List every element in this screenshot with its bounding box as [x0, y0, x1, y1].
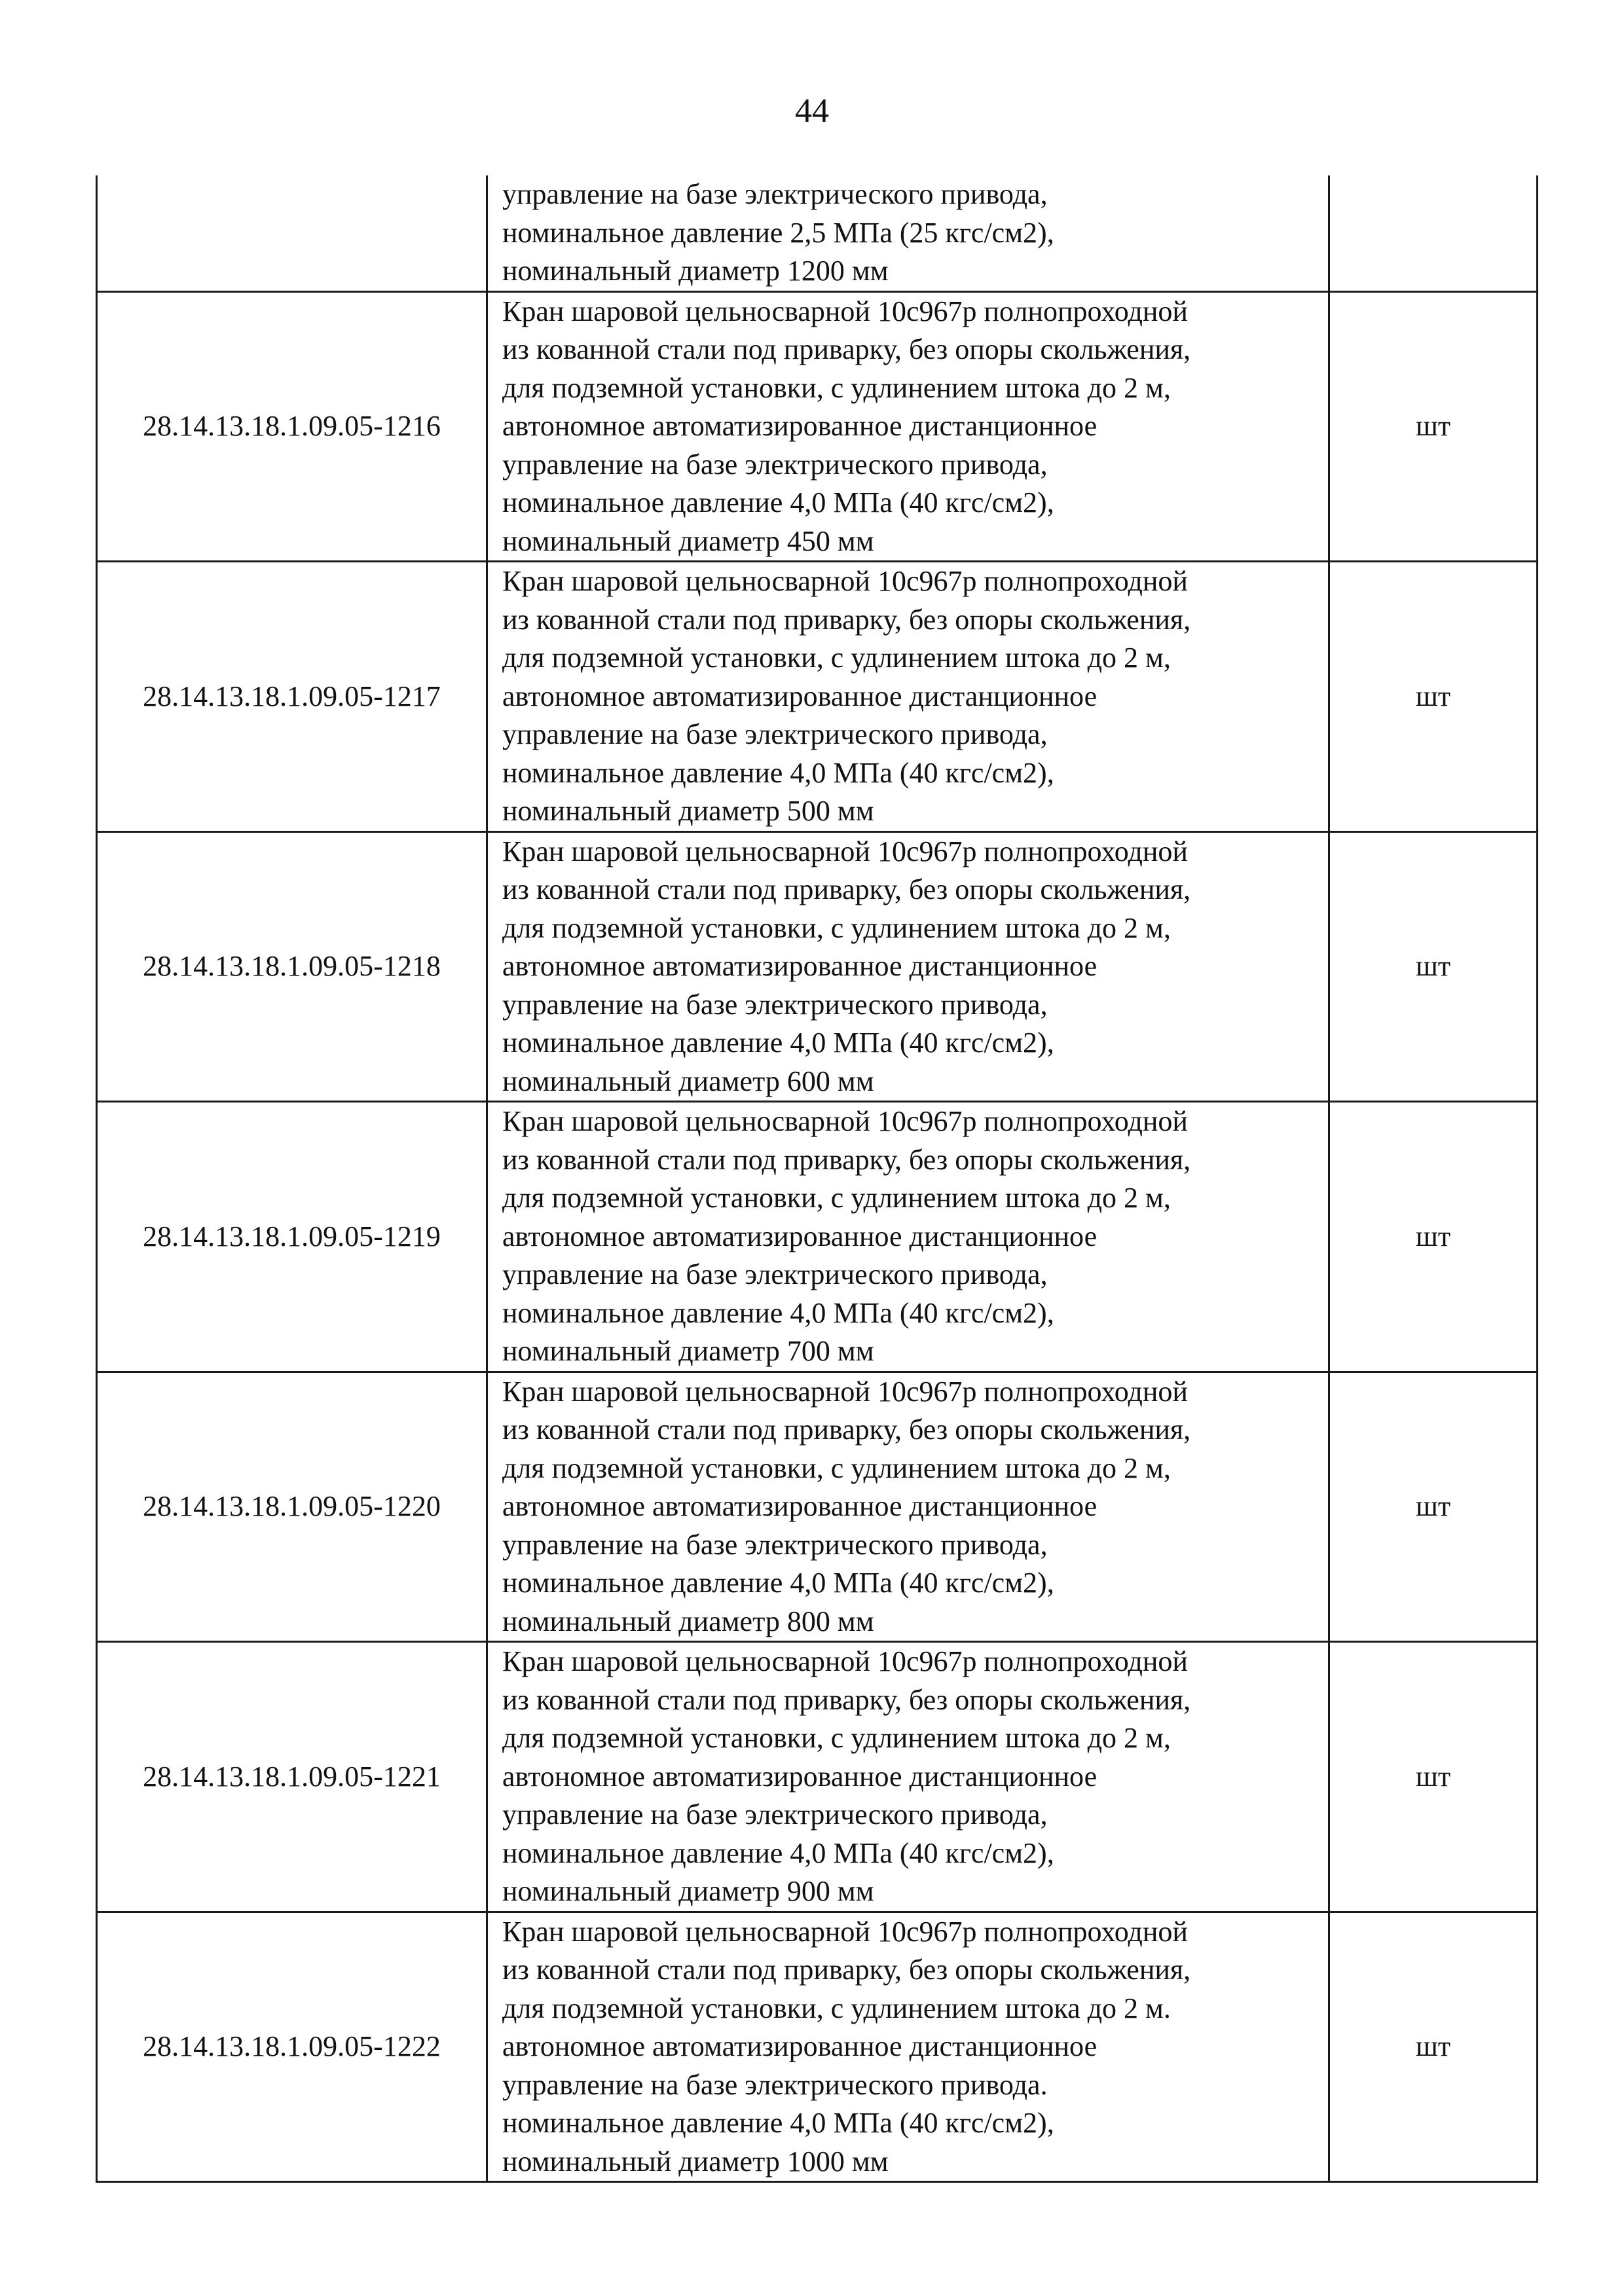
description-line: Кран шаровой цельносварной 10с967р полнопроходной: [502, 295, 1188, 327]
description-line: из кованной стали под приварку, без опоры скольжения,: [502, 333, 1191, 365]
description-line: номинальный диаметр 500 мм: [502, 795, 874, 827]
item-unit: шт: [1329, 562, 1538, 832]
description-line: автономное автоматизированное дистанционное: [502, 950, 1098, 982]
item-code: 28.14.13.18.1.09.05-1218: [97, 831, 487, 1102]
item-code: 28.14.13.18.1.09.05-1217: [97, 562, 487, 832]
table-row: [97, 831, 1538, 1102]
description-line: из кованной стали под приварку, без опоры скольжения,: [502, 603, 1191, 636]
description-line: номинальный диаметр 900 мм: [502, 1875, 874, 1907]
item-description: [487, 562, 1329, 832]
description-line: из кованной стали под приварку, без опоры скольжения,: [502, 1143, 1191, 1176]
description-line: автономное автоматизированное дистанционное: [502, 410, 1098, 442]
description-line: для подземной установки, с удлинением штока до 2 м,: [502, 642, 1171, 674]
description-line: номинальное давление 2,5 МПа (25 кгс/см2),: [502, 216, 1054, 249]
specification-table: [96, 175, 1538, 2183]
item-description: [487, 1912, 1329, 2182]
description-line: автономное автоматизированное дистанционное: [502, 2030, 1098, 2062]
description-line: Кран шаровой цельносварной 10с967р полнопроходной: [502, 1645, 1188, 1677]
description-line: для подземной установки, с удлинением штока до 2 м,: [502, 1451, 1171, 1484]
item-unit: шт: [1329, 1372, 1538, 1642]
item-unit: шт: [1329, 1642, 1538, 1912]
description-line: для подземной установки, с удлинением штока до 2 м,: [502, 1182, 1171, 1214]
item-description: [487, 1642, 1329, 1912]
description-line: автономное автоматизированное дистанционное: [502, 1220, 1098, 1252]
description-line: номинальное давление 4,0 МПа (40 кгс/см2),: [502, 756, 1054, 789]
item-code: 28.14.13.18.1.09.05-1222: [97, 1912, 487, 2182]
description-line: для подземной установки, с удлинением штока до 2 м,: [502, 911, 1171, 944]
description-line: номинальный диаметр 450 мм: [502, 524, 874, 557]
description-line: Кран шаровой цельносварной 10с967р полнопроходной: [502, 1375, 1188, 1408]
description-line: автономное автоматизированное дистанционное: [502, 1490, 1098, 1522]
description-line: управление на базе электрического привода,: [502, 718, 1048, 750]
description-line: номинальное давление 4,0 МПа (40 кгс/см2),: [502, 1027, 1054, 1059]
description-line: для подземной установки, с удлинением штока до 2 м,: [502, 371, 1171, 404]
table-row: [97, 1102, 1538, 1372]
description-line: из кованной стали под приварку, без опоры скольжения,: [502, 1413, 1191, 1446]
description-line: Кран шаровой цельносварной 10с967р полнопроходной: [502, 1915, 1188, 1948]
table-row: [97, 1372, 1538, 1642]
description-line: управление на базе электрического привода,: [502, 1798, 1048, 1831]
description-line: управление на базе электрического привода,: [502, 1528, 1048, 1561]
description-line: номинальное давление 4,0 МПа (40 кгс/см2),: [502, 1296, 1054, 1329]
description-line: для подземной установки, с удлинением штока до 2 м.: [502, 1992, 1171, 2024]
item-code: 28.14.13.18.1.09.05-1220: [97, 1372, 487, 1642]
item-description: [487, 1102, 1329, 1372]
table-row: [97, 1912, 1538, 2182]
table-body: [97, 175, 1538, 2182]
item-description: [487, 831, 1329, 1102]
description-line: управление на базе электрического привода,: [502, 448, 1048, 481]
item-code: 28.14.13.18.1.09.05-1216: [97, 291, 487, 562]
item-description: [487, 1372, 1329, 1642]
description-line: номинальный диаметр 1000 мм: [502, 2145, 889, 2178]
item-unit: [1329, 175, 1538, 291]
description-line: из кованной стали под приварку, без опоры скольжения,: [502, 1954, 1191, 1986]
description-line: номинальный диаметр 600 мм: [502, 1065, 874, 1097]
description-line: управление на базе электрического привода,: [502, 1258, 1048, 1290]
description-line: для подземной установки, с удлинением штока до 2 м,: [502, 1722, 1171, 1754]
description-line: из кованной стали под приварку, без опоры скольжения,: [502, 1683, 1191, 1716]
item-code: [97, 175, 487, 291]
item-code: 28.14.13.18.1.09.05-1221: [97, 1642, 487, 1912]
description-line: управление на базе электрического привода,: [502, 988, 1048, 1021]
description-line: автономное автоматизированное дистанционное: [502, 680, 1098, 712]
description-line: номинальное давление 4,0 МПа (40 кгс/см2),: [502, 1567, 1054, 1599]
description-line: номинальное давление 4,0 МПа (40 кгс/см2),: [502, 486, 1054, 519]
description-line: из кованной стали под приварку, без опоры скольжения,: [502, 873, 1191, 905]
table-row: [97, 1642, 1538, 1912]
description-line: Кран шаровой цельносварной 10с967р полнопроходной: [502, 835, 1188, 867]
table-row: [97, 175, 1538, 291]
description-line: номинальный диаметр 800 мм: [502, 1605, 874, 1637]
description-line: номинальное давление 4,0 МПа (40 кгс/см2),: [502, 1836, 1054, 1869]
item-unit: шт: [1329, 291, 1538, 562]
description-line: Кран шаровой цельносварной 10с967р полнопроходной: [502, 1105, 1188, 1137]
item-unit: шт: [1329, 831, 1538, 1102]
item-unit: шт: [1329, 1912, 1538, 2182]
description-line: Кран шаровой цельносварной 10с967р полнопроходной: [502, 565, 1188, 597]
description-line: номинальное давление 4,0 МПа (40 кгс/см2),: [502, 2107, 1054, 2139]
page-number: 44: [795, 92, 829, 130]
description-line: номинальный диаметр 1200 мм: [502, 255, 889, 287]
item-unit: шт: [1329, 1102, 1538, 1372]
description-line: номинальный диаметр 700 мм: [502, 1335, 874, 1367]
item-code: 28.14.13.18.1.09.05-1219: [97, 1102, 487, 1372]
item-description: [487, 291, 1329, 562]
description-line: управление на базе электрического привода,: [502, 178, 1048, 210]
description-line: управление на базе электрического привода.: [502, 2068, 1048, 2101]
table-row: [97, 562, 1538, 832]
item-description: [487, 175, 1329, 291]
description-line: автономное автоматизированное дистанционное: [502, 1760, 1098, 1793]
table-row: [97, 291, 1538, 562]
